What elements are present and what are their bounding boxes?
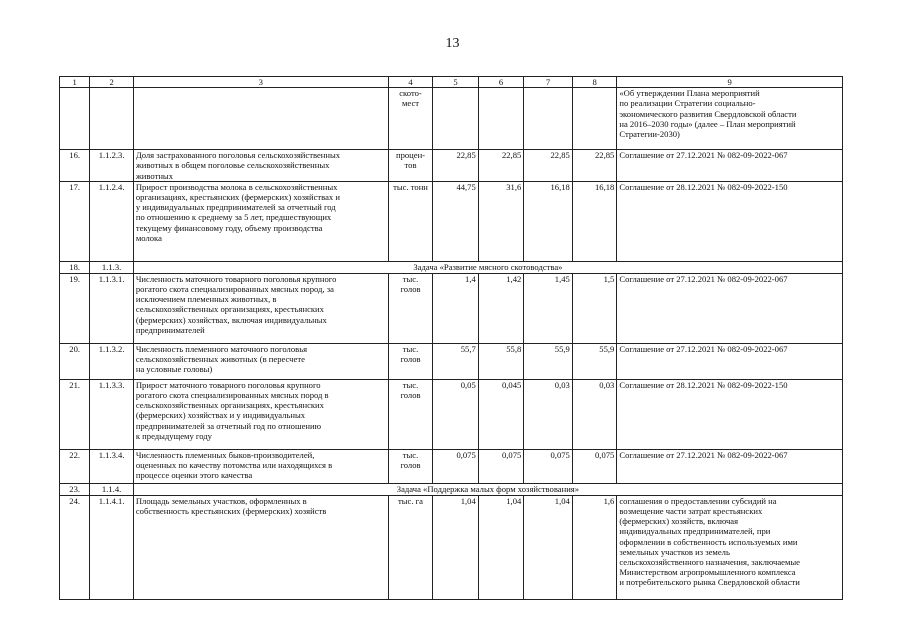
item-code-cell: 1.1.3.1.: [90, 273, 134, 343]
table-row: [60, 495, 843, 599]
task-row: [60, 261, 843, 273]
table-row: [60, 449, 843, 483]
value-cell: 0,03: [572, 379, 617, 449]
row-number-cell: 19.: [60, 273, 90, 343]
indicator-name-cell: Численность племенного маточного поголовья сельскохозяйственных животных (в пересчете на условные головы): [133, 343, 388, 379]
row-number-cell: 24.: [60, 495, 90, 599]
item-code-cell: 1.1.2.3.: [90, 150, 134, 182]
column-number-cell: 1: [60, 77, 90, 88]
column-number-cell: 2: [90, 77, 134, 88]
unit-cell: тыс. га: [388, 495, 433, 599]
value-cell: 0,045: [478, 379, 524, 449]
row-number-cell: 20.: [60, 343, 90, 379]
table-body: [60, 77, 843, 600]
value-cell: 55,7: [433, 343, 479, 379]
source-document-cell: «Об утверждении Плана мероприятий по реализации Стратегии социально- экономического развития Свердловской области на 2016–2030 годы» (далее – План мероприятий Стратегии-2030): [617, 88, 843, 150]
value-cell: 0,03: [524, 379, 573, 449]
value-cell: [524, 88, 573, 150]
column-number-cell: 8: [572, 77, 617, 88]
value-cell: 31,6: [478, 181, 524, 261]
column-number-cell: 3: [133, 77, 388, 88]
unit-cell: процен- тов: [388, 150, 433, 182]
unit-cell: тыс. тонн: [388, 181, 433, 261]
row-number-cell: 17.: [60, 181, 90, 261]
value-cell: 0,075: [572, 449, 617, 483]
column-number-cell: 9: [617, 77, 843, 88]
unit-cell: ското- мест: [388, 88, 433, 150]
column-number-cell: 7: [524, 77, 573, 88]
value-cell: 55,9: [524, 343, 573, 379]
value-cell: 1,45: [524, 273, 573, 343]
row-number-cell: [60, 88, 90, 150]
indicator-name-cell: Численность племенных быков-производителей, оцененных по качеству потомства или находящихся в процессе оценки этого качества: [133, 449, 388, 483]
row-number-cell: 16.: [60, 150, 90, 182]
table-row: [60, 343, 843, 379]
table-row: [60, 150, 843, 182]
indicator-name-cell: [133, 88, 388, 150]
table-row: [60, 379, 843, 449]
indicators-table: [59, 76, 843, 600]
item-code-cell: 1.1.4.1.: [90, 495, 134, 599]
value-cell: 0,05: [433, 379, 479, 449]
value-cell: 0,075: [524, 449, 573, 483]
item-code-cell: 1.1.3.: [90, 261, 134, 273]
table-row: [60, 181, 843, 261]
page-number: 13: [445, 36, 460, 51]
value-cell: 22,85: [478, 150, 524, 182]
item-code-cell: 1.1.2.4.: [90, 181, 134, 261]
value-cell: 44,75: [433, 181, 479, 261]
indicator-name-cell: Численность маточного товарного поголовья крупного рогатого скота специализированных мясных пород, за исключением племенных животных, в сельскохозяйственных организациях, крестьянских (фермерских) хозяйствах, включая индивидуальных предпринимателей: [133, 273, 388, 343]
source-document-cell: Соглашение от 27.12.2021 № 082-09-2022-067: [617, 343, 843, 379]
source-document-cell: Соглашение от 28.12.2021 № 082-09-2022-150: [617, 379, 843, 449]
column-number-row: [60, 77, 843, 88]
task-title-cell: Задача «Развитие мясного скотоводства»: [133, 261, 842, 273]
indicator-name-cell: Прирост производства молока в сельскохозяйственных организациях, крестьянских (фермерских) хозяйствах и у индивидуальных предпринимателей за отчетный год по отношению к среднему за 5 лет, предшествующих текущему финансовому году, объему производства молока: [133, 181, 388, 261]
row-number-cell: 18.: [60, 261, 90, 273]
value-cell: 16,18: [572, 181, 617, 261]
item-code-cell: 1.1.3.3.: [90, 379, 134, 449]
value-cell: 1,6: [572, 495, 617, 599]
value-cell: 16,18: [524, 181, 573, 261]
indicator-name-cell: Доля застрахованного поголовья сельскохозяйственных животных в общем поголовье сельскохозяйственных животных: [133, 150, 388, 182]
item-code-cell: 1.1.4.: [90, 483, 134, 495]
value-cell: 1,5: [572, 273, 617, 343]
value-cell: 1,04: [478, 495, 524, 599]
value-cell: 55,9: [572, 343, 617, 379]
table-row: [60, 88, 843, 150]
source-document-cell: соглашения о предоставлении субсидий на возмещение части затрат крестьянских (фермерских) хозяйств, включая индивидуальных предпринимателей, при оформлении в собственность используемых ими земельных участков из земель сельскохозяйственного назначения, заключаемые Министерством агропромышленного комплекса и потребительского рынка Свердловской области: [617, 495, 843, 599]
value-cell: 55,8: [478, 343, 524, 379]
value-cell: 22,85: [572, 150, 617, 182]
item-code-cell: [90, 88, 134, 150]
unit-cell: тыс. голов: [388, 273, 433, 343]
column-number-cell: 5: [433, 77, 479, 88]
value-cell: 1,4: [433, 273, 479, 343]
item-code-cell: 1.1.3.2.: [90, 343, 134, 379]
task-row: [60, 483, 843, 495]
column-number-cell: 4: [388, 77, 433, 88]
value-cell: 22,85: [524, 150, 573, 182]
value-cell: 1,04: [433, 495, 479, 599]
source-document-cell: Соглашение от 27.12.2021 № 082-09-2022-067: [617, 273, 843, 343]
value-cell: [572, 88, 617, 150]
source-document-cell: Соглашение от 27.12.2021 № 082-09-2022-067: [617, 150, 843, 182]
value-cell: 1,04: [524, 495, 573, 599]
item-code-cell: 1.1.3.4.: [90, 449, 134, 483]
source-document-cell: Соглашение от 27.12.2021 № 082-09-2022-067: [617, 449, 843, 483]
task-title-cell: Задача «Поддержка малых форм хозяйствования»: [133, 483, 842, 495]
value-cell: 1,42: [478, 273, 524, 343]
value-cell: 0,075: [433, 449, 479, 483]
unit-cell: тыс. голов: [388, 449, 433, 483]
column-number-cell: 6: [478, 77, 524, 88]
source-document-cell: Соглашение от 28.12.2021 № 082-09-2022-150: [617, 181, 843, 261]
value-cell: 0,075: [478, 449, 524, 483]
row-number-cell: 23.: [60, 483, 90, 495]
row-number-cell: 22.: [60, 449, 90, 483]
value-cell: [478, 88, 524, 150]
indicator-name-cell: Прирост маточного товарного поголовья крупного рогатого скота специализированных мясных пород в сельскохозяйственных организациях, крестьянских (фермерских) хозяйствах и у индивидуальных предпринимателей за отчетный год по отношению к предыдущему году: [133, 379, 388, 449]
value-cell: 22,85: [433, 150, 479, 182]
unit-cell: тыс. голов: [388, 379, 433, 449]
value-cell: [433, 88, 479, 150]
indicator-name-cell: Площадь земельных участков, оформленных в собственность крестьянских (фермерских) хозяйств: [133, 495, 388, 599]
row-number-cell: 21.: [60, 379, 90, 449]
unit-cell: тыс. голов: [388, 343, 433, 379]
table-row: [60, 273, 843, 343]
